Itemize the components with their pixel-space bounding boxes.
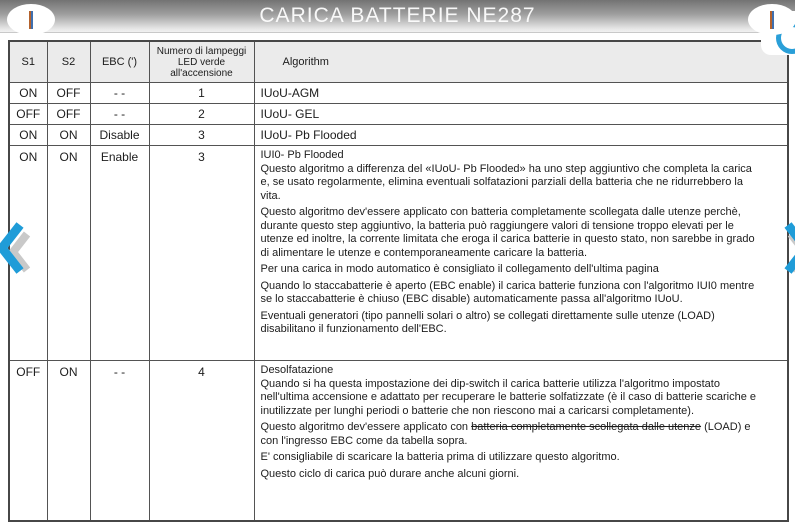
cell-s2: OFF [47, 104, 90, 125]
title-bar [0, 0, 795, 33]
cell-s1: ON [9, 146, 47, 361]
cell-s1: OFF [9, 361, 47, 521]
table-row [9, 104, 788, 125]
page-title: CARICA BATTERIE NE287 [259, 4, 536, 27]
table-row [9, 361, 788, 521]
col-header-s2: S2 [47, 41, 90, 83]
text-cursor-icon [29, 11, 33, 29]
cell-led-blinks: 3 [149, 146, 254, 361]
cell-algorithm: IUoU-AGM [254, 83, 788, 104]
algorithm-description: Eventuali generatori (tipo pannelli solari o altro) se collegati direttamente sulle utenze (LOAD) disabilitano il funzionamento dell'EBC. [260, 309, 715, 335]
cell-led-blinks: 4 [149, 361, 254, 521]
cell-led-blinks: 2 [149, 104, 254, 125]
col-header-algorithm: Algorithm [254, 41, 788, 83]
table-row [9, 125, 788, 146]
description-text: Questo algoritmo dev'essere applicato con [260, 421, 472, 433]
algorithm-description: Quando lo staccabatterie è aperto (EBC enable) il carica batterie funziona con l'algoritmo IUI0 mentre se lo staccabatterie è chiuso (EBC disable) automaticamente passa all'algoritmo IUoU. [260, 279, 755, 305]
page-flip-left-button[interactable] [7, 4, 55, 35]
cell-s1: ON [9, 83, 47, 104]
algorithm-description: Questo algoritmo dev'essere applicato con batteria completamente scollegata dalle utenze perchè, durante questo step aggiuntivo, la batteria può raggiungere valori di tensione troppo elevati per le utenze ed inoltre, la corrente limitata che eroga il carica batterie in questo stato, non sarebbe in grado di alimentare le utenze e contemporaneamente caricare la batteria. [260, 206, 755, 259]
chevron-left-icon[interactable] [0, 220, 31, 276]
cell-s2: ON [47, 146, 90, 361]
table-header-row [9, 41, 788, 83]
cell-led-blinks: 1 [149, 83, 254, 104]
algorithm-description: Per una carica in modo automatico è consigliato il collegamento dell'ultima pagina [260, 263, 659, 275]
cell-s1: ON [9, 125, 47, 146]
algorithm-description [261, 421, 758, 448]
col-header-s1: S1 [9, 41, 47, 83]
page-flip-right-button[interactable] [748, 4, 795, 35]
cell-algorithm [254, 146, 788, 361]
chevron-right-icon[interactable] [777, 220, 795, 276]
cell-ebc: - - [90, 104, 149, 125]
cell-ebc: Enable [90, 146, 149, 361]
algorithm-name: Desolfatazione [260, 364, 334, 376]
cell-led-blinks: 3 [149, 125, 254, 146]
text-cursor-icon [770, 11, 774, 29]
cell-s1: OFF [9, 104, 47, 125]
cell-s2: ON [47, 125, 90, 146]
algorithm-description: E' consigliabile di scaricare la batteria prima di utilizzare questo algoritmo. [260, 451, 620, 463]
cell-ebc: - - [90, 361, 149, 521]
col-header-led-blinks: Numero di lampeggi LED verde all'accensione [149, 41, 254, 83]
description-text: (LOAD) e con l'ingresso EBC come da tabella sopra. [260, 421, 751, 447]
cell-ebc: Disable [90, 125, 149, 146]
table-row [9, 146, 788, 361]
cell-s2: ON [47, 361, 90, 521]
cell-algorithm: IUoU- GEL [254, 104, 788, 125]
cell-ebc: - - [90, 83, 149, 104]
settings-table [8, 40, 789, 522]
struck-text: batteria completamente scollegata dalle utenze [471, 421, 702, 433]
cell-algorithm [254, 361, 788, 521]
algorithm-description: Questo algoritmo a differenza del «IUoU- Pb Flooded» ha uno step aggiuntivo che completa la carica e, se usato regolarmente, elimina eventuali solfatazioni parziali della batteria che ne ridurrebbero la vita. [260, 162, 752, 202]
table-row [9, 83, 788, 104]
cell-algorithm: IUoU- Pb Flooded [254, 125, 788, 146]
algorithm-name: IUI0- Pb Flooded [260, 149, 344, 161]
algorithm-description: Quando si ha questa impostazione dei dip-switch il carica batterie utilizza l'algoritmo impostato nell'ultima accensione e adattato per recuperare le batterie solfatizzate (è il caso di batterie scariche e inutilizzate per lunghi periodi o batterie che non riescono mai a caricarsi completamente). [260, 377, 757, 417]
cell-s2: OFF [47, 83, 90, 104]
col-header-ebc: EBC (') [90, 41, 149, 83]
algorithm-description: Questo ciclo di carica può durare anche alcuni giorni. [260, 467, 520, 480]
